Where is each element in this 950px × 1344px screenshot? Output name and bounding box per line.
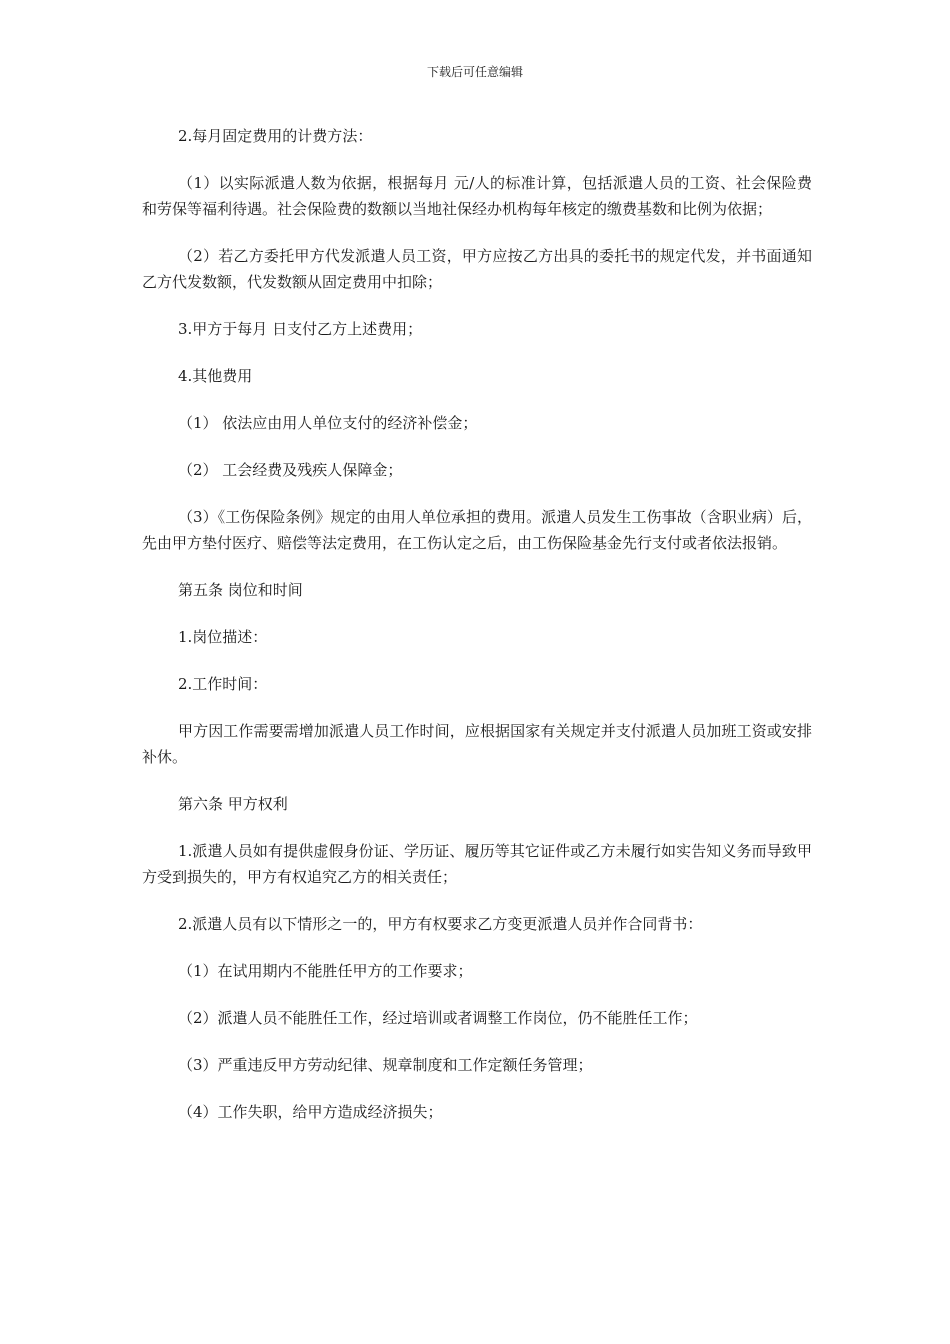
paragraph: （2）若乙方委托甲方代发派遣人员工资，甲方应按乙方出具的委托书的规定代发，并书面通知乙方代发数额，代发数额从固定费用中扣除；: [142, 247, 812, 291]
paragraph: （3）《工伤保险条例》规定的由用人单位承担的费用。派遣人员发生工伤事故（含职业病）后，先由甲方垫付医疗、赔偿等法定费用，在工伤认定之后，由工伤保险基金先行支付或者依法报销。: [142, 508, 812, 552]
paragraph: （3）严重违反甲方劳动纪律、规章制度和工作定额任务管理；: [178, 1056, 593, 1074]
paragraph: 2.派遣人员有以下情形之一的，甲方有权要求乙方变更派遣人员并作合同背书：: [178, 915, 703, 933]
paragraph: 4.其他费用: [178, 367, 253, 385]
section-heading: 第五条 岗位和时间: [178, 581, 303, 599]
paragraph: （1）以实际派遣人数为依据，根据每月 元/人的标准计算，包括派遣人员的工资、社会保险费和劳保等福利待遇。社会保险费的数额以当地社保经办机构每年核定的缴费基数和比例为依据；: [142, 174, 812, 218]
paragraph: （2） 工会经费及残疾人保障金；: [178, 461, 403, 479]
paragraph: 2.工作时间：: [178, 675, 268, 693]
document-body: [142, 123, 812, 1146]
paragraph: （1）在试用期内不能胜任甲方的工作要求；: [178, 962, 473, 980]
paragraph: 1.岗位描述：: [178, 628, 268, 646]
paragraph: （4）工作失职，给甲方造成经济损失；: [178, 1103, 443, 1121]
paragraph: 2.每月固定费用的计费方法：: [178, 127, 373, 145]
paragraph: 1.派遣人员如有提供虚假身份证、学历证、履历等其它证件或乙方未履行如实告知义务而导致甲方受到损失的，甲方有权追究乙方的相关责任；: [142, 842, 812, 886]
paragraph: 3.甲方于每月 日支付乙方上述费用；: [178, 320, 423, 338]
paragraph: （1） 依法应由用人单位支付的经济补偿金；: [178, 414, 478, 432]
paragraph: 甲方因工作需要需增加派遣人员工作时间，应根据国家有关规定并支付派遣人员加班工资或安排补休。: [142, 722, 812, 766]
paragraph: （2）派遣人员不能胜任工作，经过培训或者调整工作岗位，仍不能胜任工作；: [178, 1009, 698, 1027]
page-header: 下载后可任意编辑: [426, 65, 523, 79]
section-heading: 第六条 甲方权利: [178, 795, 288, 813]
